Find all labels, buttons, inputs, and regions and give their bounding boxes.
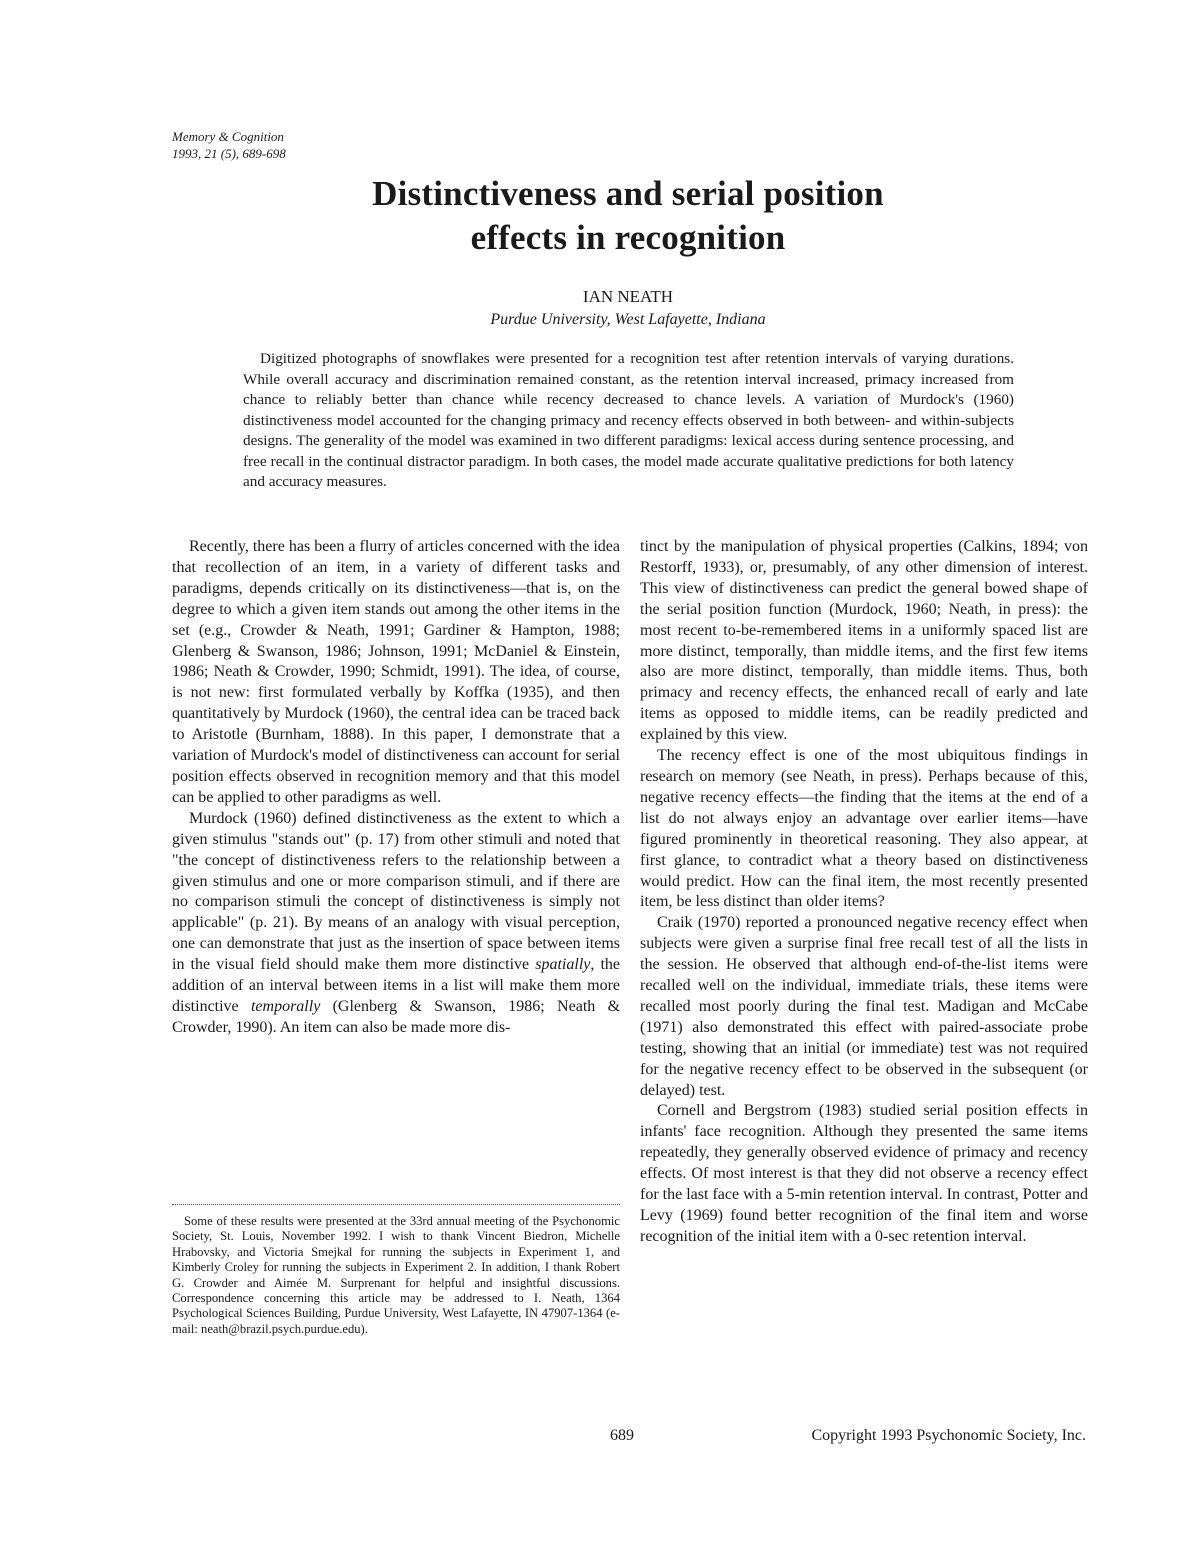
body-paragraph: The recency effect is one of the most ubiquitous findings in research on memory (see Neath, in press). Perhaps because of this, negative recency effects—the finding that the items at the end of a list do not always enjoy an advantage over earlier items—have figured prominently in theoretical reasoning. They also appear, at first glance, to contradict what a theory based on distinctiveness would predict. How can the final item, the most recently presented item, be less distinct than older items? [640, 747, 1088, 911]
body-paragraph: Craik (1970) reported a pronounced negative recency effect when subjects were given a surprise final free recall test of all the lists in the session. He observed that although end-of-the-list items were recalled well on the individual, immediate trials, these items were recalled most poorly during the final test. Madigan and McCabe (1971) also demonstrated this effect with paired-associate probe testing, showing that an initial (or immediate) test was not required for the negative recency effect to be observed in the subsequent (or delayed) test. [640, 914, 1088, 1099]
author-name: IAN NEATH [582, 287, 674, 306]
body-text: , the addition of an interval between items in a list will make them more distinctive [172, 956, 621, 1015]
body-paragraph: tinct by the manipulation of physical properties (Calkins, 1894; von Restorff, 1933), or, presumably, of any other dimension of interest. This view of distinctiveness can predict the general bowed shape of the serial position function (Murdock, 1960; Neath, in press): the most recent to-be-remembered items in a uniformly spaced list are more distinct, temporally, than middle items, and the first few items also are more distinct, temporally, than middle items. Thus, both primacy and recency effects, the enhanced recall of early and late items as opposed to middle items, can be readily predicted and explained by this view. [640, 538, 1088, 744]
body-text: (Glenberg & Swanson, 1986; Neath & Crowder, 1990). An item can also be made more dis- [172, 997, 621, 1036]
body-paragraph [172, 809, 620, 1039]
emphasis-text: spatially [535, 956, 591, 974]
page-number: 689 [610, 1427, 634, 1444]
abstract: Digitized photographs of snowflakes were presented for a recognition test after retention intervals of varying durations. While overall accuracy and discrimination remained constant, as the retention interval increased, primacy increased from chance to reliably better than chance while recency decreased to chance levels. A variation of Murdock's (1960) distinctiveness model accounted for the changing primacy and recency effects observed in both between- and within-subjects designs. The generality of the model was examined in two different paradigms: lexical access during sentence processing, and free recall in the continual distractor paradigm. In both cases, the model made accurate qualitative predictions for both latency and accuracy measures. [243, 350, 1014, 490]
journal-name: Memory & Cognition [172, 129, 284, 144]
footnote: Some of these results were presented at the 33rd annual meeting of the Psychonomic Society, St. Louis, November 1992. I wish to thank Vincent Biedron, Michelle Hrabovsky, and Victoria Smejkal for running the subjects in Experiment 1, and Kimberly Croley for running the subjects in Experiment 2. In addition, I thank Robert G. Crowder and Aimée M. Surprenant for helpful and insightful discussions. Correspondence concerning this article may be addressed to I. Neath, 1364 Psychological Sciences Building, Purdue University, West Lafayette, IN 47907-1364 (e-mail: neath@brazil.psych.purdue.edu). [172, 1214, 620, 1336]
author-affiliation: Purdue University, West Lafayette, Indiana [490, 311, 766, 328]
body-column-right [640, 537, 1088, 1248]
article-title-line-2: effects in recognition [470, 218, 786, 257]
footnote-divider [172, 1204, 620, 1205]
article-title-line-1: Distinctiveness and serial position [372, 174, 884, 213]
journal-header [172, 128, 286, 162]
emphasis-text: temporally [250, 997, 321, 1015]
body-text: Murdock (1960) defined distinctiveness as the extent to which a given stimulus "stands out" (p. 17) from other stimuli and noted that "the concept of distinctiveness refers to the relationship between a given stimulus and one or more comparison stimuli, and if there are no comparison stimuli the concept of distinctiveness is simply not applicable" (p. 21). By means of an analogy with visual perception, one can demonstrate that just as the insertion of space between items in the visual field should make them more distinctive [172, 809, 620, 974]
copyright-notice: Copyright 1993 Psychonomic Society, Inc. [811, 1427, 1086, 1444]
body-paragraph: Cornell and Bergstrom (1983) studied serial position effects in infants' face recognition. Although they presented the same items repeatedly, they generally observed evidence of primacy and recency effects. Of most interest is that they did not observe a recency effect for the last face with a 5-min retention interval. In contrast, Potter and Levy (1969) found better recognition of the final item and worse recognition of the initial item with a 0-sec retention interval. [640, 1102, 1088, 1245]
article-title [200, 172, 1056, 260]
journal-citation: 1993, 21 (5), 689-698 [172, 146, 286, 161]
body-column-left [172, 537, 620, 1039]
body-paragraph: Recently, there has been a flurry of articles concerned with the idea that recollection of an item, in a variety of different tasks and paradigms, depends critically on its distinctiveness—that is, on the degree to which a given item stands out among the other items in the set (e.g., Crowder & Neath, 1991; Gardiner & Hampton, 1988; Glenberg & Swanson, 1986; Johnson, 1991; McDaniel & Einstein, 1986; Neath & Crowder, 1990; Schmidt, 1991). The idea, of course, is not new: first formulated verbally by Koffka (1935), and then quantitatively by Murdock (1960), the central idea can be traced back to Aristotle (Burnham, 1888). In this paper, I demonstrate that a variation of Murdock's model of distinctiveness can account for serial position effects observed in recognition memory and that this model can be applied to other paradigms as well. [172, 538, 620, 806]
